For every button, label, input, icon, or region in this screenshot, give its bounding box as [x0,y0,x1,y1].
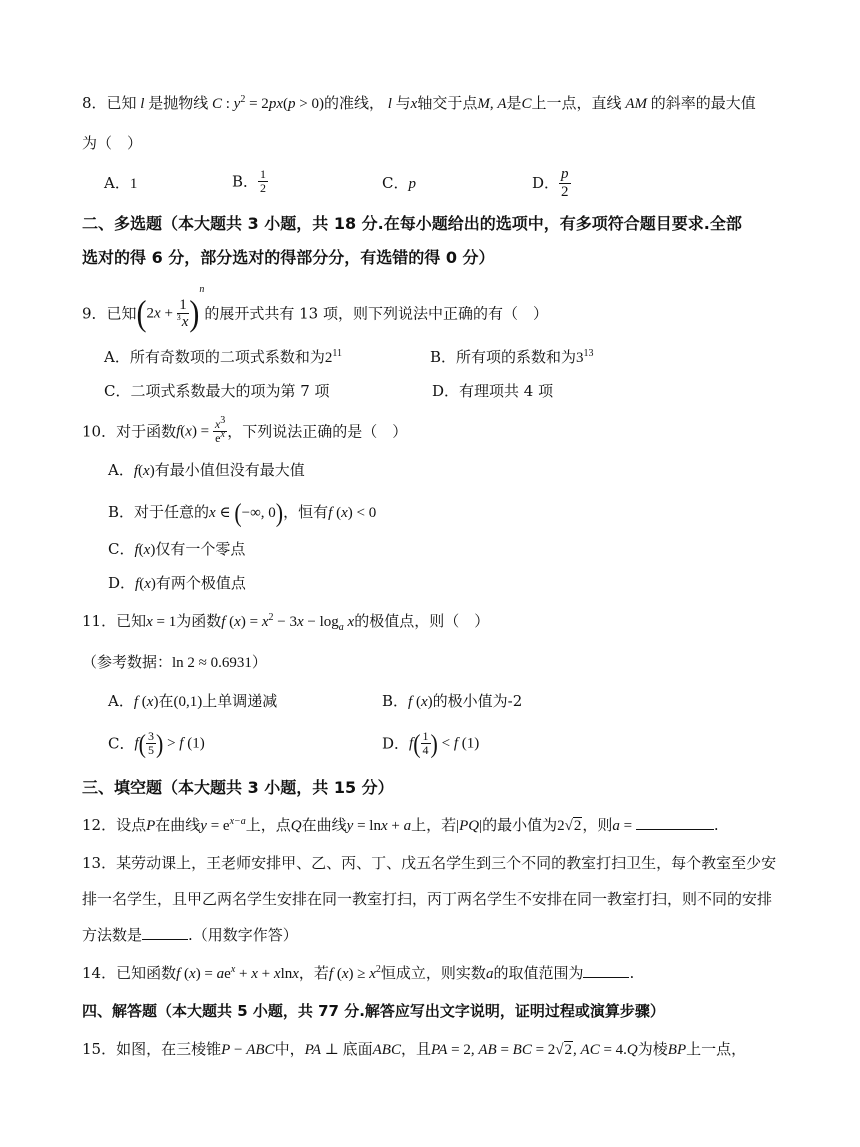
q15-text: 中， [274,1040,305,1058]
q14-text: 14．已知函数 [82,964,177,982]
option-label: A． [108,692,134,710]
section-4-heading: 四、解答题（本大题共 5 小题，共 77 分.解答应写出文字说明，证明过程或演算步骤） [82,1002,665,1020]
q11-text: 的极值点，则（ ） [354,612,490,630]
reference-value: ln 2 ≈ 0.6931 [172,655,252,671]
option-text: 仅有一个零点 [155,540,246,558]
option-text: A．所有奇数项的二项式系数和为 [104,348,325,366]
q14-text: 恒成立，则实数 [380,964,486,982]
section-2-heading-cont: 选对的得 6 分，部分选对的得部分分，有选错的得 0 分） [82,248,495,267]
q10-option-b: B．对于任意的x ∈ (−∞, 0)，恒有f (x) < 0 [108,497,377,528]
q14-text: ，若 [298,964,329,982]
option-label: B． [232,172,259,191]
q10-text: ，下列说法正确的是（ ） [227,422,408,441]
q9-option-b: B．所有项的系数和为$3^{13}$ [430,348,594,366]
q15-stem: 15．如图，在三棱锥P − ABC中，PA ⊥ 底面ABC，且PA = 2, AB = BC = 2√2, AC = 4.Q为棱BP上一点， [82,1040,747,1058]
q8-line1: 8．已知 l 是抛物线 C : $y^2 = 2px(p > 0)$的准线， l 与x轴交于点M, A是C上一点，直线 AM 的斜率的最大值 [82,94,756,112]
q12-text: 在曲线 [155,816,201,834]
q8-option-a [104,176,137,192]
option-text: 的极小值为-2 [432,692,523,710]
q15-text: 上一点， [686,1040,747,1058]
option-label: D． [108,574,136,592]
option-value: 1 [129,176,138,192]
q8-text: 上一点，直线 [531,94,622,112]
q8-text: 与 [395,94,411,112]
q8-text: 8．已知 [82,94,137,112]
reference-label: ） [251,653,267,671]
option-text: 上单调递减 [202,692,278,710]
q13-line1: 13．某劳动课上，王老师安排甲、乙、丙、丁、戊五名学生到三个不同的教室打扫卫生，每个教室至少安 [82,854,777,872]
q12-text: 的最小值为 [482,816,558,834]
q12-text: . [713,816,719,834]
q12-text: 在曲线 [301,816,347,834]
q8-text: 是抛物线 [148,94,209,112]
q13-line2: 排一名学生，且甲乙两名学生安排在同一教室打扫，丙丁两名学生不安排在同一教室打扫，则不同的安排 [82,890,773,908]
q8-text: 的准线， [323,94,384,112]
option-label: C． [108,734,135,753]
q8-text: 的斜率的最大值 [650,94,756,112]
q11-text: 11．已知 [82,612,147,630]
q10-option-d: D．f(x)有两个极值点 [108,574,246,592]
q15-text: 底面 [342,1040,373,1058]
q8-text: 轴交于点 [417,94,478,112]
q9-option-a: A．所有奇数项的二项式系数和为$2^{11}$ [104,348,342,366]
section-3-heading: 三、填空题（本大题共 3 小题，共 15 分） [82,778,394,797]
q11-text: 为函数 [176,612,222,630]
option-text: 有最小值但没有最大值 [154,461,305,479]
answer-blank[interactable] [583,977,629,978]
q14-stem: 14．已知函数f $(x) = ae^x + x + xlnx$，若f $(x) \ge x^2$恒成立，则实数a的取值范围为 . [82,964,635,982]
option-label: C． [108,540,135,558]
exponent: 13 [583,348,594,359]
q9-stem: 9．已知(2x + $\frac{1}{^3x}$ )$^n$的展开式共有 13 项，则下列说法中正确的有（ ） [82,284,548,334]
option-text: ，恒有 [283,503,329,521]
q12-text: 上，若 [411,816,457,834]
option-label: A． [104,174,130,192]
q13-line3 [82,928,298,943]
option-text: 在 [158,692,174,710]
option-label: D． [382,734,410,753]
q11-reference-data [82,655,267,671]
section-2-heading: 二、多选题（本大题共 3 小题，共 18 分.在每小题给出的选项中，有多项符合题目要求.全部 [82,214,742,233]
q11-option-c: C．f( $\frac{3}{5}$ ) > f (1) [108,728,205,759]
answer-blank[interactable] [142,939,188,940]
q9-text: 的展开式共有 13 项，则下列说法中正确的有（ ） [204,304,548,323]
q10-stem: 10．对于函数f(x) = $\frac{x^3}{e^x}$ ，下列说法正确的是（ ） [82,415,408,446]
option-label: C． [382,174,409,192]
q14-text: . [629,964,635,982]
q11-option-b: B．f (x)的极小值为-2 [382,692,523,710]
q9-text: 9．已知 [82,304,137,323]
q11-option-a: A．f (x)在(0,1)上单调递减 [108,692,278,710]
q15-text: 15．如图，在三棱锥 [82,1040,222,1058]
q12-stem: 12．设点P在曲线$y = e^{x-a}$上，点Q在曲线y = lnx + a上，若|PQ|的最小值为2√2，则a = . [82,816,719,834]
q15-text: 为棱 [637,1040,668,1058]
q12-text: ，则 [582,816,613,834]
q8-option-b: B． $\frac{1}{2}$ [232,167,267,196]
q13-text: 方法数是 [82,926,143,944]
q10-text: 10．对于函数 [82,422,177,441]
q11-stem: 11．已知x = 1为函数f $(x) = x^2 - 3x - \log_a x$的极值点，则（ ） [82,612,490,633]
q8-option-d: D． $\frac{p}{2}$ [532,166,569,200]
q14-text: 的取值范围为 [493,964,584,982]
q12-text: 12．设点 [82,816,147,834]
q15-text: ，且 [400,1040,431,1058]
reference-label: （参考数据： [82,653,173,671]
q10-option-c: C．f(x)仅有一个零点 [108,540,246,558]
q8-line2: 为（ ） [82,134,143,152]
answer-blank[interactable] [636,829,714,830]
q11-option-d: D．f( $\frac{1}{4}$ ) < f (1) [382,728,480,759]
q9-option-c: C．二项式系数最大的项为第 7 项 [104,382,330,400]
option-label: D． [532,173,560,192]
option-label: A． [108,461,134,479]
option-label: B． [382,692,409,710]
option-text: 有两个极值点 [155,574,246,592]
exponent: 11 [332,348,342,359]
q10-option-a: A．f(x)有最小值但没有最大值 [108,461,305,479]
q8-option-c: C．p [382,174,416,192]
q12-text: 上，点 [245,816,291,834]
q13-text: .（用数字作答） [188,926,298,944]
q8-text: 是 [506,94,522,112]
option-label: B．对于任意的 [108,503,210,521]
q9-option-d: D．有理项共 4 项 [432,382,554,400]
option-text: B．所有项的系数和为 [430,348,577,366]
